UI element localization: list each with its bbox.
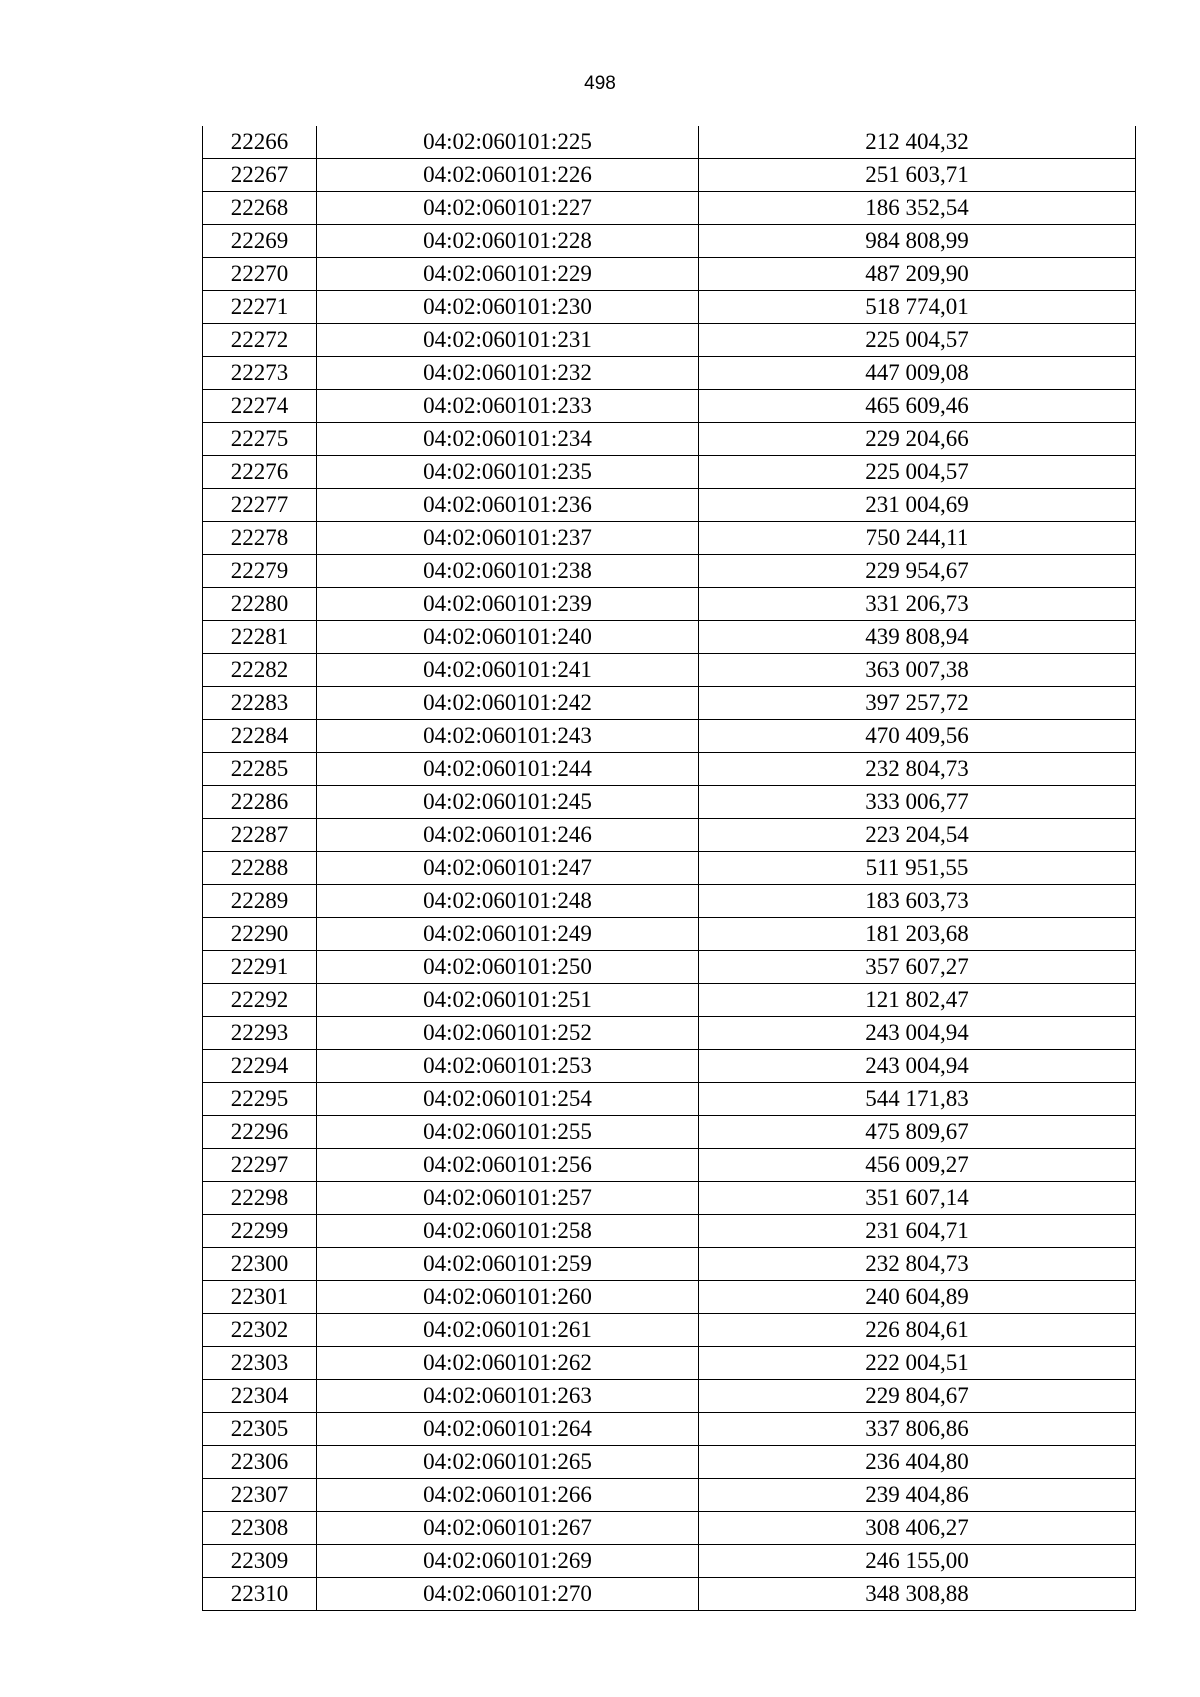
table-row bbox=[203, 423, 1136, 456]
cadastral-number-cell: 04:02:060101:226 bbox=[317, 159, 699, 192]
row-number-cell: 22303 bbox=[203, 1347, 317, 1380]
cadastral-number-cell: 04:02:060101:235 bbox=[317, 456, 699, 489]
value-cell: 363 007,38 bbox=[699, 654, 1136, 687]
row-number-cell: 22281 bbox=[203, 621, 317, 654]
table-row bbox=[203, 555, 1136, 588]
cadastral-number-cell: 04:02:060101:232 bbox=[317, 357, 699, 390]
value-cell: 348 308,88 bbox=[699, 1578, 1136, 1611]
value-cell: 337 806,86 bbox=[699, 1413, 1136, 1446]
value-cell: 222 004,51 bbox=[699, 1347, 1136, 1380]
table-row bbox=[203, 291, 1136, 324]
row-number-cell: 22307 bbox=[203, 1479, 317, 1512]
value-cell: 475 809,67 bbox=[699, 1116, 1136, 1149]
cadastral-number-cell: 04:02:060101:264 bbox=[317, 1413, 699, 1446]
table-row bbox=[203, 1116, 1136, 1149]
table-row bbox=[203, 951, 1136, 984]
table-row bbox=[203, 1083, 1136, 1116]
value-cell: 750 244,11 bbox=[699, 522, 1136, 555]
table-row bbox=[203, 654, 1136, 687]
cadastral-number-cell: 04:02:060101:231 bbox=[317, 324, 699, 357]
value-cell: 333 006,77 bbox=[699, 786, 1136, 819]
value-cell: 236 404,80 bbox=[699, 1446, 1136, 1479]
cadastral-number-cell: 04:02:060101:233 bbox=[317, 390, 699, 423]
value-cell: 518 774,01 bbox=[699, 291, 1136, 324]
table-row bbox=[203, 885, 1136, 918]
cadastral-number-cell: 04:02:060101:257 bbox=[317, 1182, 699, 1215]
value-cell: 447 009,08 bbox=[699, 357, 1136, 390]
row-number-cell: 22279 bbox=[203, 555, 317, 588]
row-number-cell: 22295 bbox=[203, 1083, 317, 1116]
table-row bbox=[203, 159, 1136, 192]
table-row bbox=[203, 225, 1136, 258]
table-row bbox=[203, 522, 1136, 555]
row-number-cell: 22300 bbox=[203, 1248, 317, 1281]
row-number-cell: 22298 bbox=[203, 1182, 317, 1215]
row-number-cell: 22305 bbox=[203, 1413, 317, 1446]
table-row bbox=[203, 126, 1136, 159]
value-cell: 243 004,94 bbox=[699, 1017, 1136, 1050]
row-number-cell: 22302 bbox=[203, 1314, 317, 1347]
table-row bbox=[203, 1017, 1136, 1050]
table-row bbox=[203, 324, 1136, 357]
value-cell: 239 404,86 bbox=[699, 1479, 1136, 1512]
row-number-cell: 22275 bbox=[203, 423, 317, 456]
cadastral-number-cell: 04:02:060101:249 bbox=[317, 918, 699, 951]
cadastral-number-cell: 04:02:060101:251 bbox=[317, 984, 699, 1017]
table-row bbox=[203, 258, 1136, 291]
cadastral-number-cell: 04:02:060101:259 bbox=[317, 1248, 699, 1281]
cadastral-number-cell: 04:02:060101:225 bbox=[317, 126, 699, 159]
cadastral-number-cell: 04:02:060101:236 bbox=[317, 489, 699, 522]
value-cell: 226 804,61 bbox=[699, 1314, 1136, 1347]
row-number-cell: 22309 bbox=[203, 1545, 317, 1578]
row-number-cell: 22267 bbox=[203, 159, 317, 192]
value-cell: 186 352,54 bbox=[699, 192, 1136, 225]
row-number-cell: 22301 bbox=[203, 1281, 317, 1314]
cadastral-table-container bbox=[202, 126, 1135, 1611]
value-cell: 511 951,55 bbox=[699, 852, 1136, 885]
table-row bbox=[203, 984, 1136, 1017]
row-number-cell: 22292 bbox=[203, 984, 317, 1017]
cadastral-number-cell: 04:02:060101:247 bbox=[317, 852, 699, 885]
cadastral-number-cell: 04:02:060101:258 bbox=[317, 1215, 699, 1248]
cadastral-number-cell: 04:02:060101:229 bbox=[317, 258, 699, 291]
cadastral-number-cell: 04:02:060101:248 bbox=[317, 885, 699, 918]
cadastral-number-cell: 04:02:060101:245 bbox=[317, 786, 699, 819]
cadastral-number-cell: 04:02:060101:256 bbox=[317, 1149, 699, 1182]
cadastral-number-cell: 04:02:060101:253 bbox=[317, 1050, 699, 1083]
row-number-cell: 22273 bbox=[203, 357, 317, 390]
value-cell: 470 409,56 bbox=[699, 720, 1136, 753]
cadastral-number-cell: 04:02:060101:227 bbox=[317, 192, 699, 225]
table-row bbox=[203, 753, 1136, 786]
value-cell: 487 209,90 bbox=[699, 258, 1136, 291]
value-cell: 251 603,71 bbox=[699, 159, 1136, 192]
table-row bbox=[203, 1512, 1136, 1545]
row-number-cell: 22306 bbox=[203, 1446, 317, 1479]
row-number-cell: 22278 bbox=[203, 522, 317, 555]
cadastral-number-cell: 04:02:060101:260 bbox=[317, 1281, 699, 1314]
table-row bbox=[203, 1248, 1136, 1281]
cadastral-number-cell: 04:02:060101:269 bbox=[317, 1545, 699, 1578]
table-row bbox=[203, 621, 1136, 654]
row-number-cell: 22299 bbox=[203, 1215, 317, 1248]
table-row bbox=[203, 588, 1136, 621]
cadastral-number-cell: 04:02:060101:252 bbox=[317, 1017, 699, 1050]
row-number-cell: 22276 bbox=[203, 456, 317, 489]
table-row bbox=[203, 489, 1136, 522]
row-number-cell: 22294 bbox=[203, 1050, 317, 1083]
table-row bbox=[203, 1545, 1136, 1578]
value-cell: 243 004,94 bbox=[699, 1050, 1136, 1083]
row-number-cell: 22283 bbox=[203, 687, 317, 720]
value-cell: 232 804,73 bbox=[699, 753, 1136, 786]
value-cell: 240 604,89 bbox=[699, 1281, 1136, 1314]
cadastral-number-cell: 04:02:060101:270 bbox=[317, 1578, 699, 1611]
value-cell: 331 206,73 bbox=[699, 588, 1136, 621]
row-number-cell: 22291 bbox=[203, 951, 317, 984]
page-number: 498 bbox=[584, 73, 616, 94]
table-row bbox=[203, 1578, 1136, 1611]
table-row bbox=[203, 1446, 1136, 1479]
value-cell: 225 004,57 bbox=[699, 324, 1136, 357]
table-row bbox=[203, 720, 1136, 753]
table-row bbox=[203, 1182, 1136, 1215]
table-row bbox=[203, 1413, 1136, 1446]
cadastral-number-cell: 04:02:060101:266 bbox=[317, 1479, 699, 1512]
value-cell: 231 004,69 bbox=[699, 489, 1136, 522]
value-cell: 984 808,99 bbox=[699, 225, 1136, 258]
value-cell: 357 607,27 bbox=[699, 951, 1136, 984]
row-number-cell: 22289 bbox=[203, 885, 317, 918]
value-cell: 223 204,54 bbox=[699, 819, 1136, 852]
value-cell: 225 004,57 bbox=[699, 456, 1136, 489]
value-cell: 229 954,67 bbox=[699, 555, 1136, 588]
value-cell: 181 203,68 bbox=[699, 918, 1136, 951]
cadastral-number-cell: 04:02:060101:240 bbox=[317, 621, 699, 654]
value-cell: 544 171,83 bbox=[699, 1083, 1136, 1116]
value-cell: 308 406,27 bbox=[699, 1512, 1136, 1545]
row-number-cell: 22285 bbox=[203, 753, 317, 786]
row-number-cell: 22308 bbox=[203, 1512, 317, 1545]
row-number-cell: 22310 bbox=[203, 1578, 317, 1611]
table-row bbox=[203, 1050, 1136, 1083]
row-number-cell: 22268 bbox=[203, 192, 317, 225]
row-number-cell: 22293 bbox=[203, 1017, 317, 1050]
value-cell: 465 609,46 bbox=[699, 390, 1136, 423]
row-number-cell: 22286 bbox=[203, 786, 317, 819]
cadastral-number-cell: 04:02:060101:263 bbox=[317, 1380, 699, 1413]
table-row bbox=[203, 390, 1136, 423]
table-row bbox=[203, 357, 1136, 390]
cadastral-number-cell: 04:02:060101:239 bbox=[317, 588, 699, 621]
table-row bbox=[203, 1149, 1136, 1182]
cadastral-number-cell: 04:02:060101:261 bbox=[317, 1314, 699, 1347]
row-number-cell: 22304 bbox=[203, 1380, 317, 1413]
cadastral-number-cell: 04:02:060101:238 bbox=[317, 555, 699, 588]
value-cell: 183 603,73 bbox=[699, 885, 1136, 918]
value-cell: 212 404,32 bbox=[699, 126, 1136, 159]
table-row bbox=[203, 1479, 1136, 1512]
table-row bbox=[203, 192, 1136, 225]
value-cell: 456 009,27 bbox=[699, 1149, 1136, 1182]
cadastral-number-cell: 04:02:060101:244 bbox=[317, 753, 699, 786]
row-number-cell: 22270 bbox=[203, 258, 317, 291]
value-cell: 246 155,00 bbox=[699, 1545, 1136, 1578]
table-row bbox=[203, 1380, 1136, 1413]
cadastral-number-cell: 04:02:060101:262 bbox=[317, 1347, 699, 1380]
row-number-cell: 22269 bbox=[203, 225, 317, 258]
row-number-cell: 22271 bbox=[203, 291, 317, 324]
table-row bbox=[203, 1215, 1136, 1248]
row-number-cell: 22280 bbox=[203, 588, 317, 621]
cadastral-number-cell: 04:02:060101:250 bbox=[317, 951, 699, 984]
table-row bbox=[203, 786, 1136, 819]
cadastral-table bbox=[202, 126, 1136, 1611]
cadastral-number-cell: 04:02:060101:237 bbox=[317, 522, 699, 555]
cadastral-number-cell: 04:02:060101:241 bbox=[317, 654, 699, 687]
value-cell: 121 802,47 bbox=[699, 984, 1136, 1017]
cadastral-number-cell: 04:02:060101:234 bbox=[317, 423, 699, 456]
table-row bbox=[203, 819, 1136, 852]
cadastral-number-cell: 04:02:060101:230 bbox=[317, 291, 699, 324]
value-cell: 232 804,73 bbox=[699, 1248, 1136, 1281]
row-number-cell: 22266 bbox=[203, 126, 317, 159]
table-body bbox=[203, 126, 1136, 1611]
cadastral-number-cell: 04:02:060101:255 bbox=[317, 1116, 699, 1149]
value-cell: 229 204,66 bbox=[699, 423, 1136, 456]
table-row bbox=[203, 687, 1136, 720]
value-cell: 397 257,72 bbox=[699, 687, 1136, 720]
cadastral-number-cell: 04:02:060101:242 bbox=[317, 687, 699, 720]
cadastral-number-cell: 04:02:060101:243 bbox=[317, 720, 699, 753]
row-number-cell: 22296 bbox=[203, 1116, 317, 1149]
value-cell: 351 607,14 bbox=[699, 1182, 1136, 1215]
row-number-cell: 22277 bbox=[203, 489, 317, 522]
table-row bbox=[203, 852, 1136, 885]
table-row bbox=[203, 1314, 1136, 1347]
row-number-cell: 22288 bbox=[203, 852, 317, 885]
value-cell: 231 604,71 bbox=[699, 1215, 1136, 1248]
table-row bbox=[203, 1347, 1136, 1380]
row-number-cell: 22297 bbox=[203, 1149, 317, 1182]
cadastral-number-cell: 04:02:060101:265 bbox=[317, 1446, 699, 1479]
table-row bbox=[203, 456, 1136, 489]
table-row bbox=[203, 918, 1136, 951]
row-number-cell: 22290 bbox=[203, 918, 317, 951]
cadastral-number-cell: 04:02:060101:228 bbox=[317, 225, 699, 258]
row-number-cell: 22282 bbox=[203, 654, 317, 687]
row-number-cell: 22284 bbox=[203, 720, 317, 753]
cadastral-number-cell: 04:02:060101:267 bbox=[317, 1512, 699, 1545]
value-cell: 229 804,67 bbox=[699, 1380, 1136, 1413]
table-row bbox=[203, 1281, 1136, 1314]
row-number-cell: 22272 bbox=[203, 324, 317, 357]
row-number-cell: 22287 bbox=[203, 819, 317, 852]
cadastral-number-cell: 04:02:060101:254 bbox=[317, 1083, 699, 1116]
row-number-cell: 22274 bbox=[203, 390, 317, 423]
cadastral-number-cell: 04:02:060101:246 bbox=[317, 819, 699, 852]
value-cell: 439 808,94 bbox=[699, 621, 1136, 654]
